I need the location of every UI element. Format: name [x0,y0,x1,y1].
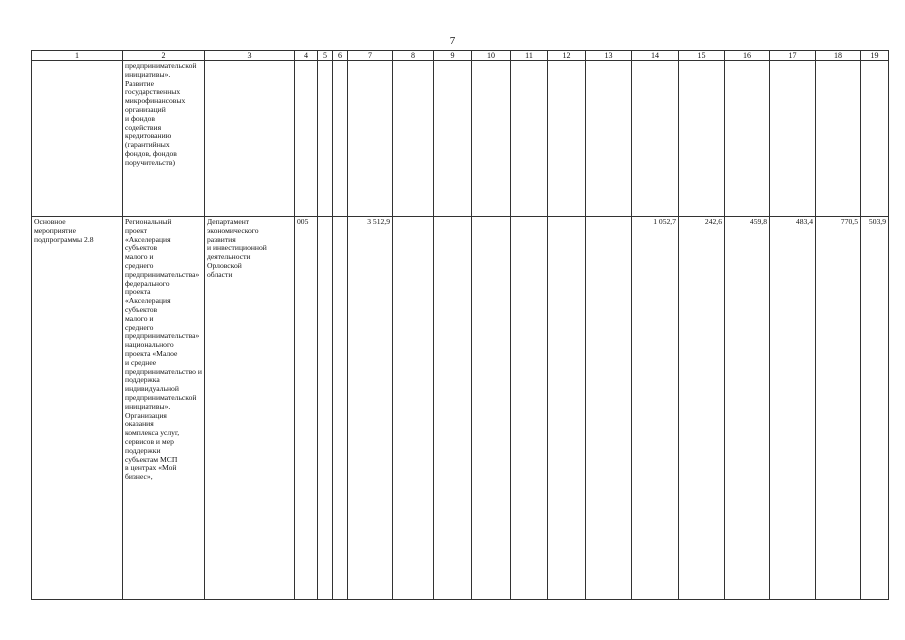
column-header: 6 [333,51,348,61]
measure-description-cell: предпринимательской инициативы». Развитие государственных микрофинансовых организаций и фондов содействия кредитованию (гарантийных фондов, фондов поручительств) [123,61,205,217]
column-header: 7 [348,51,393,61]
measure-description-cell: Региональный проект «Акселерация субъектов малого и среднего предпринимательства» федерального проекта «Акселерация субъектов малого и среднего предпринимательства» национального проекта «Малое и среднее предпринимательство и поддержка индивидуальной предпринимательской инициативы». Организация оказания комплекса услуг, сервисов и мер поддержки субъектам МСП в центрах «Мой бизнес», [123,217,205,600]
table-cell [511,61,548,217]
table-cell [434,61,472,217]
measure-name-cell: Основное мероприятие подпрограммы 2.8 [32,217,123,600]
column-header: 1 [32,51,123,61]
value-cell: 242,6 [679,217,725,600]
column-header: 19 [861,51,889,61]
table-cell [586,61,632,217]
total-value-cell: 3 512,9 [348,217,393,600]
table-cell [333,217,348,600]
table-row [32,61,889,217]
column-header: 2 [123,51,205,61]
table-cell [333,61,348,217]
value-cell: 483,4 [770,217,816,600]
table-cell [348,61,393,217]
responsible-executor-cell: Департамент экономического развития и инвестиционной деятельности Орловской области [205,217,295,600]
table-cell [770,61,816,217]
code-cell: 005 [295,217,318,600]
column-header: 13 [586,51,632,61]
column-header: 16 [725,51,770,61]
column-header: 11 [511,51,548,61]
table-cell [393,217,434,600]
column-header: 12 [548,51,586,61]
column-header: 4 [295,51,318,61]
table-cell [632,61,679,217]
column-header: 9 [434,51,472,61]
table-cell [725,61,770,217]
column-header: 5 [318,51,333,61]
table-cell [586,217,632,600]
column-header: 14 [632,51,679,61]
table-cell [472,217,511,600]
value-cell: 503,9 [861,217,889,600]
table-cell [32,61,123,217]
column-header: 3 [205,51,295,61]
table-cell [511,217,548,600]
table-cell [816,61,861,217]
value-cell: 459,8 [725,217,770,600]
column-header: 10 [472,51,511,61]
column-header: 17 [770,51,816,61]
page-number: 7 [449,35,456,47]
table-cell [472,61,511,217]
table-cell [393,61,434,217]
table-cell [318,217,333,600]
table-cell [861,61,889,217]
column-header: 15 [679,51,725,61]
value-cell: 770,5 [816,217,861,600]
table-row [32,217,889,600]
table-cell [205,61,295,217]
table-cell [434,217,472,600]
column-header: 18 [816,51,861,61]
table-cell [548,217,586,600]
column-header: 8 [393,51,434,61]
value-cell: 1 052,7 [632,217,679,600]
budget-table [31,50,889,600]
table-cell [548,61,586,217]
table-cell [679,61,725,217]
table-cell [295,61,318,217]
table-header-row [32,51,889,61]
table-cell [318,61,333,217]
